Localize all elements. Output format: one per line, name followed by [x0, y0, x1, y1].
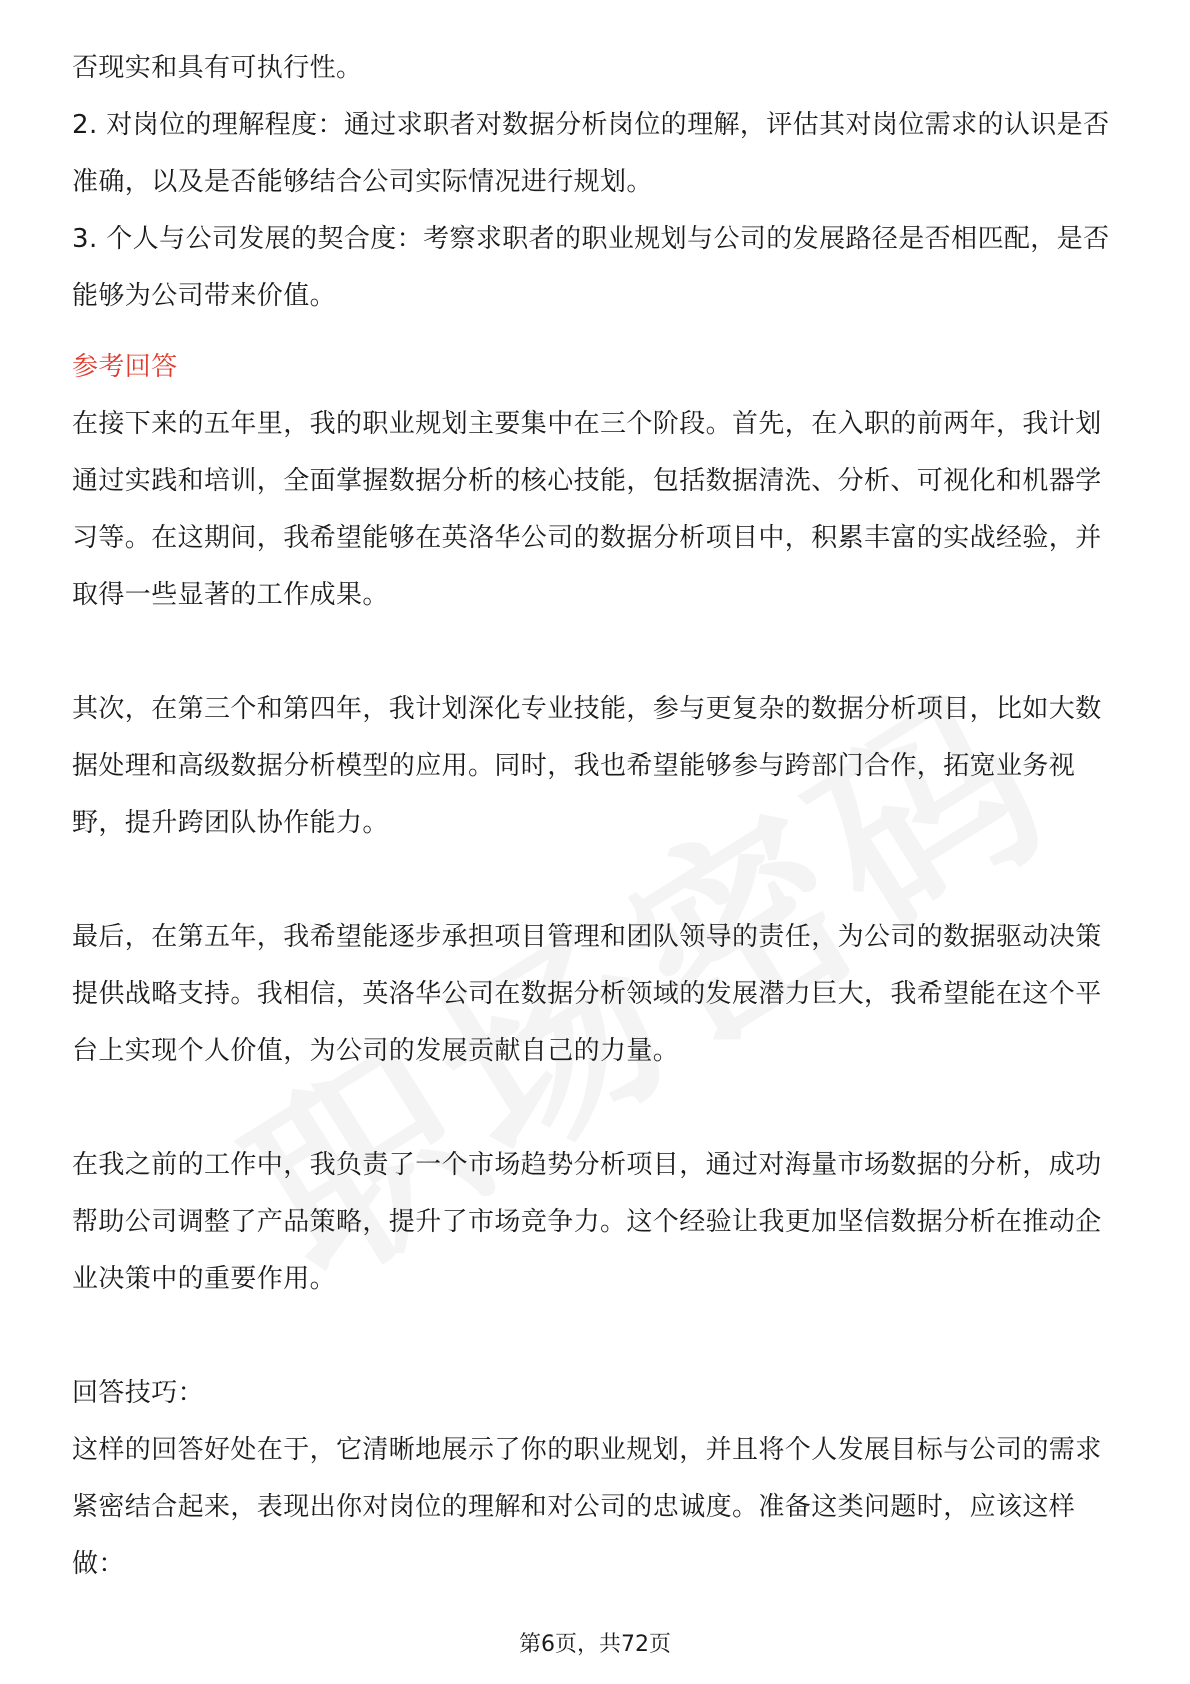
answer-paragraph-2: 其次，在第三个和第四年，我计划深化专业技能，参与更复杂的数据分析项目，比如大数据处理和高级数据分析模型的应用。同时，我也希望能够参与跨部门合作，拓宽业务视野，提升跨团队协作能力。 [72, 694, 1102, 838]
page-content [72, 40, 1118, 1593]
continued-criterion-text: 否现实和具有可执行性。 [72, 53, 363, 83]
spacer [72, 1308, 1118, 1365]
reference-answer-heading: 参考回答 [72, 352, 178, 382]
answer-paragraph-1: 在接下来的五年里，我的职业规划主要集中在三个阶段。首先，在入职的前两年，我计划通过实践和培训，全面掌握数据分析的核心技能，包括数据清洗、分析、可视化和机器学习等。在这期间，我希望能够在英洛华公司的数据分析项目中，积累丰富的实战经验，并取得一些显著的工作成果。 [72, 409, 1102, 610]
page-number-footer: 第6页，共72页 [519, 1632, 671, 1657]
criterion-item-3: 3. 个人与公司发展的契合度：考察求职者的职业规划与公司的发展路径是否相匹配，是否能够为公司带来价值。 [72, 224, 1110, 311]
answer-paragraph-4: 在我之前的工作中，我负责了一个市场趋势分析项目，通过对海量市场数据的分析，成功帮助公司调整了产品策略，提升了市场竞争力。这个经验让我更加坚信数据分析在推动企业决策中的重要作用。 [72, 1150, 1102, 1294]
spacer [72, 624, 1118, 681]
tips-heading: 回答技巧： [72, 1378, 205, 1408]
tips-paragraph: 这样的回答好处在于，它清晰地展示了你的职业规划，并且将个人发展目标与公司的需求紧密结合起来，表现出你对岗位的理解和对公司的忠诚度。准备这类问题时，应该这样做： [72, 1435, 1102, 1579]
spacer [72, 852, 1118, 909]
criterion-item-2: 2. 对岗位的理解程度：通过求职者对数据分析岗位的理解，评估其对岗位需求的认识是否准确，以及是否能够结合公司实际情况进行规划。 [72, 110, 1110, 197]
spacer [72, 1080, 1118, 1137]
spacer [72, 325, 1118, 339]
answer-paragraph-3: 最后，在第五年，我希望能逐步承担项目管理和团队领导的责任，为公司的数据驱动决策提供战略支持。我相信，英洛华公司在数据分析领域的发展潜力巨大，我希望能在这个平台上实现个人价值，为公司的发展贡献自己的力量。 [72, 922, 1102, 1066]
